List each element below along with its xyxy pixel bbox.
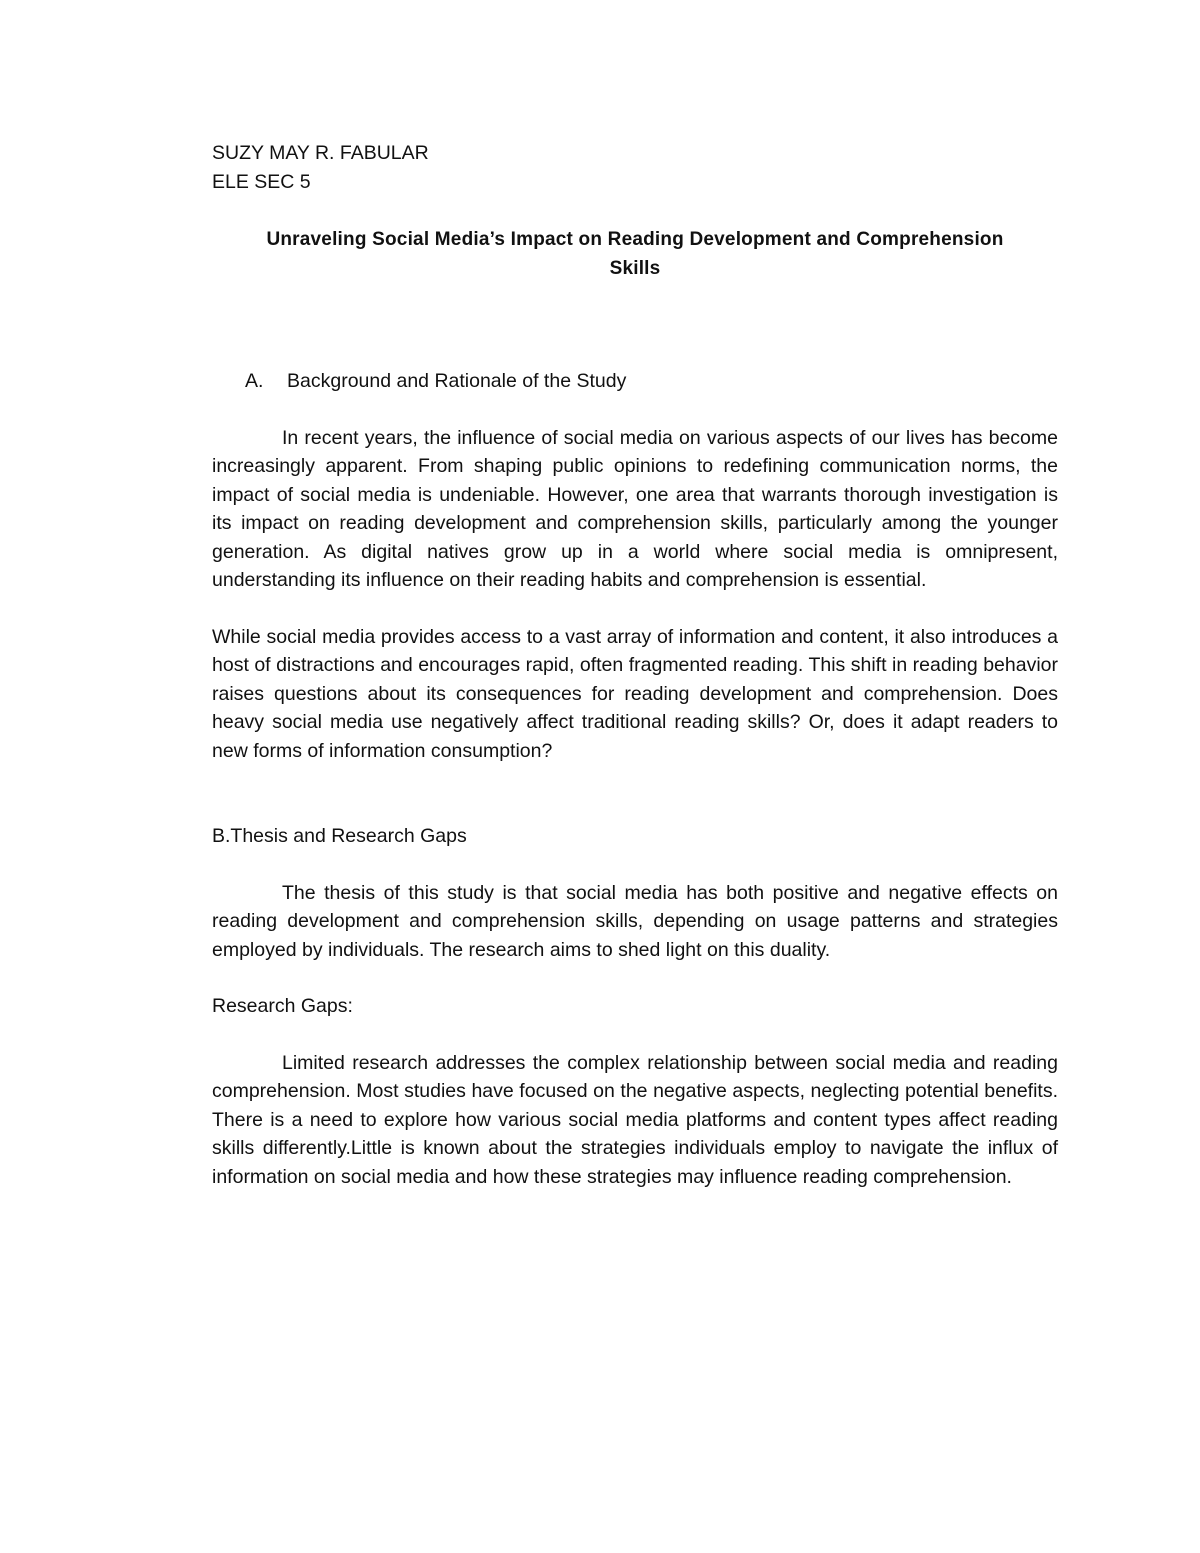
section-b-paragraph: The thesis of this study is that social media has both positive and negative effects on reading development and comprehension skills, depending on usage patterns and strategies employed by individuals. The research aims to shed light on this duality. [212, 881, 1058, 961]
author-name: SUZY MAY R. FABULAR [212, 142, 429, 164]
research-gaps-paragraph: Limited research addresses the complex relationship between social media and reading comprehension. Most studies have focused on the negative aspects, neglecting potential benefits. There is a need to explore how various social media platforms and content types affect reading skills differently.Little is known about the strategies individuals employ to navigate the influx of information on social media and how these strategies may influence reading comprehension. [212, 1051, 1058, 1188]
title-line-1: Unraveling Social Media’s Impact on Reading Development and Comprehension [266, 229, 1004, 250]
title-line-2: Skills [609, 257, 661, 279]
section-a-paragraph-2: While social media provides access to a vast array of information and content, it also introduces a host of distractions and encourages rapid, often fragmented reading. This shift in reading behavior raises questions about its consequences for reading development and comprehension. Does heavy social media use negatively affect traditional reading skills? Or, does it adapt readers to new forms of information consumption? [212, 625, 1058, 762]
section-a-heading [212, 367, 1058, 396]
research-gaps-label: Research Gaps: [212, 995, 353, 1017]
section-b-heading: B.Thesis and Research Gaps [212, 825, 467, 847]
section-a-letter: A. [245, 370, 264, 392]
section-a-paragraph-1: In recent years, the influence of social media on various aspects of our lives has become increasingly apparent. From shaping public opinions to redefining communication norms, the impact of social media is undeniable. However, one area that warrants thorough investigation is its impact on reading development and comprehension skills, particularly among the younger generation. As digital natives grow up in a world where social media is omnipresent, understanding its influence on their reading habits and comprehension is essential. [212, 426, 1058, 591]
document-title [212, 226, 1058, 283]
document-body [212, 139, 1058, 1191]
author-block [212, 139, 1058, 196]
author-section: ELE SEC 5 [212, 170, 311, 193]
section-a-title: Background and Rationale of the Study [287, 370, 627, 392]
